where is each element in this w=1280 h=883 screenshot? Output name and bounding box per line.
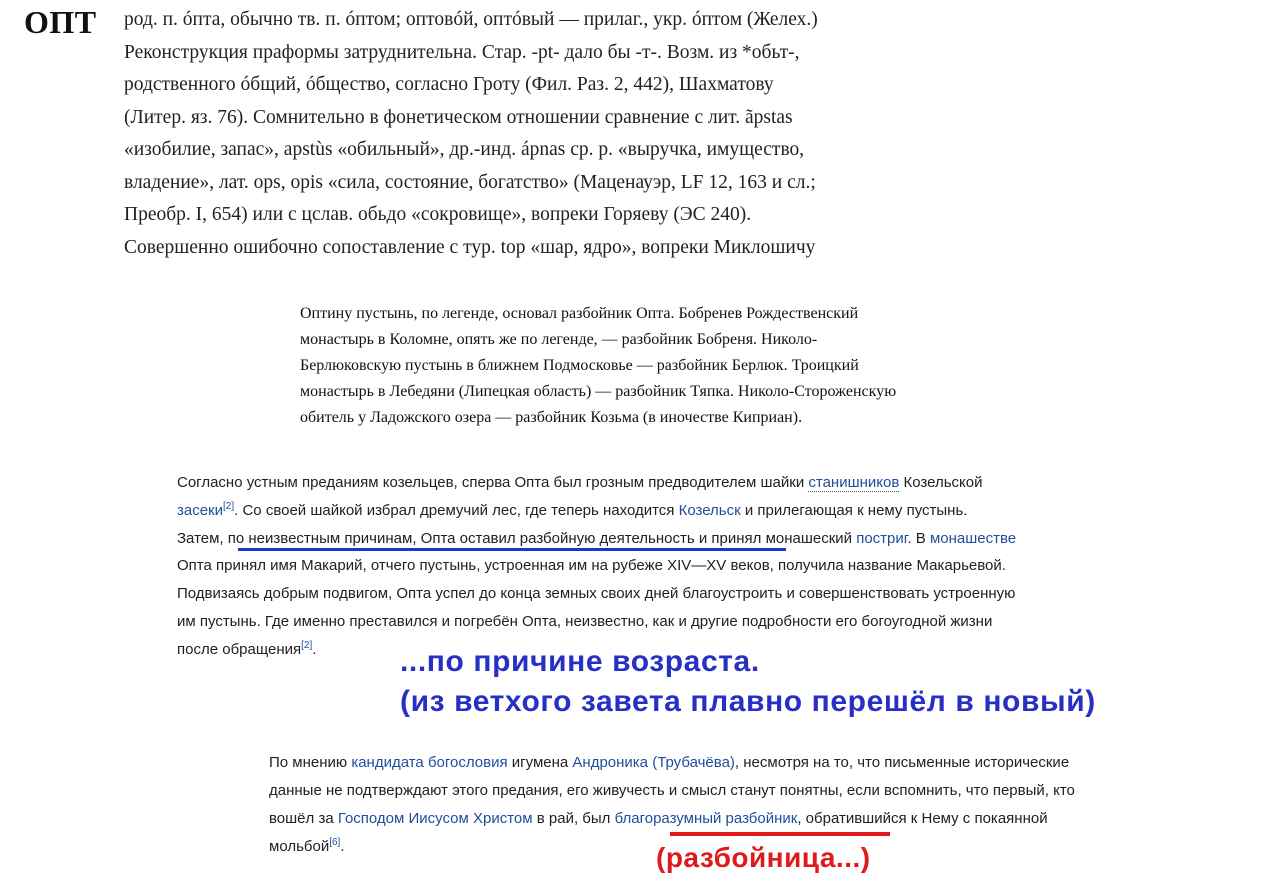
red-underline-mark — [670, 832, 890, 836]
paragraph-line: Опта принял имя Макарий, отчего пустынь, устроенная им на рубеже XIV—XV веков, получила название Макарьевой. — [177, 557, 1006, 575]
entry-line: Реконструкция праформы затруднительна. Стар. -pt- дало бы -т-. Возм. из *обьт-, — [124, 41, 800, 63]
link-andronik[interactable]: Андроника (Трубачёва) — [572, 754, 735, 771]
paragraph-line — [269, 805, 1075, 833]
legend-quote — [300, 301, 896, 431]
blue-underline-mark — [238, 548, 786, 551]
text: после обращения — [177, 640, 302, 658]
dictionary-entry — [124, 4, 818, 264]
paragraph-line: им пустынь. Где именно преставился и погребён Опта, неизвестно, как и другие подробности его богоугодной жизни — [177, 612, 993, 630]
entry-line: родственного óбщий, óбщество, согласно Гроту (Фил. Раз. 2, 442), Шахматову — [124, 74, 774, 95]
link-gospod[interactable]: Господом Иисусом Христом — [337, 810, 533, 827]
text: и прилегающая к нему пустынь. — [740, 501, 968, 519]
quote-line: Берлюковскую пустынь в ближнем Подмосковье — разбойник Берлюк. Троицкий — [300, 357, 859, 374]
paragraph-line: Подвизаясь добрым подвигом, Опта успел до конца земных своих дней благоустроить и совершенствовать устроенную — [177, 585, 1016, 603]
quote-line: монастырь в Коломне, опять же по легенде, — разбойник Бобреня. Николо- — [300, 331, 818, 348]
entry-line: Совершенно ошибочно сопоставление с тур. top «шар, ядро», вопреки Миклошичу — [124, 236, 816, 258]
reference-link[interactable]: [2] — [301, 639, 313, 651]
entry-headword: ОПТ — [24, 4, 97, 40]
link-kandidat-bogosloviya[interactable]: кандидата богословия — [351, 754, 508, 771]
text: вошёл за — [269, 810, 338, 827]
text: Козельской — [899, 474, 983, 491]
red-annotation: (разбойница...) — [656, 842, 871, 873]
paragraph-line — [177, 469, 1016, 497]
text: игумена — [507, 754, 573, 771]
link-monashestvo[interactable]: монашестве — [929, 529, 1017, 547]
text: , обратившийся к Нему с покаянной — [797, 810, 1048, 827]
entry-line: Преобр. I, 654) или с цслав. обьдо «сокровище», вопреки Горяеву (ЭС 240). — [124, 204, 752, 225]
reference-link[interactable]: [2] — [223, 500, 235, 512]
entry-line: род. п. óпта, обычно тв. п. óптом; оптовóй, оптóвый — прилаг., укр. óптом (Желех.) — [124, 9, 818, 30]
text: в рай, был — [532, 810, 615, 827]
blue-annotation-line2: (из ветхого завета плавно перешёл в новый) — [400, 685, 1096, 718]
text: мольбой — [269, 838, 330, 855]
link-stanishniki[interactable]: станишников — [808, 474, 900, 491]
entry-line: (Литер. яз. 76). Сомнительно в фонетическом отношении сравнение с лит. ãpstas — [124, 106, 793, 128]
paragraph-line — [177, 497, 1016, 525]
quote-line: монастырь в Лебедяни (Липецкая область) — разбойник Тяпка. Николо-Стороженскую — [300, 383, 897, 400]
paragraph-line: данные не подтверждают этого предания, его живучесть и смысл станут понятны, если вспомнить, что первый, кто — [269, 782, 1075, 799]
paragraph-line — [269, 749, 1075, 777]
quote-line: обитель у Ладожского озера — разбойник Козьма (в иночестве Киприан). — [300, 409, 803, 426]
highlighted-phrase: по неизвестным причинам, Опта оставил разбойную деятельность — [227, 529, 695, 547]
link-blagorazumny-razboynik[interactable]: благоразумный разбойник — [614, 810, 798, 827]
text: , несмотря на то, что письменные исторические — [734, 754, 1070, 771]
blue-annotation-line1: ...по причине возраста. — [400, 645, 760, 678]
wiki-paragraph-opta — [177, 469, 1016, 664]
entry-line: владение», лат. ops, opis «сила, состояние, богатство» (Маценауэр, LF 12, 163 и сл.; — [124, 171, 816, 193]
text: Затем, — [177, 529, 228, 547]
text: . В — [907, 529, 930, 547]
text: . Со своей шайкой избрал дремучий лес, где теперь находится — [234, 501, 679, 519]
link-kozelsk[interactable]: Козельск — [678, 501, 741, 519]
text: . — [312, 640, 317, 658]
text: . — [340, 838, 345, 855]
text: По мнению — [269, 754, 352, 771]
entry-line: «изобилие, запас», apstùs «обильный», др.-инд. ápnas ср. р. «выручка, имущество, — [124, 139, 805, 160]
reference-link[interactable]: [6] — [329, 837, 341, 848]
link-postrig[interactable]: постриг — [856, 529, 908, 547]
quote-line: Оптину пустынь, по легенде, основал разбойник Опта. Бобренев Рождественский — [300, 305, 859, 322]
text: Согласно устным преданиям козельцев, сперва Опта был грозным предводителем шайки — [177, 474, 809, 491]
link-zaseka[interactable]: засеки — [177, 501, 224, 519]
text: и принял монашеский — [694, 529, 857, 547]
